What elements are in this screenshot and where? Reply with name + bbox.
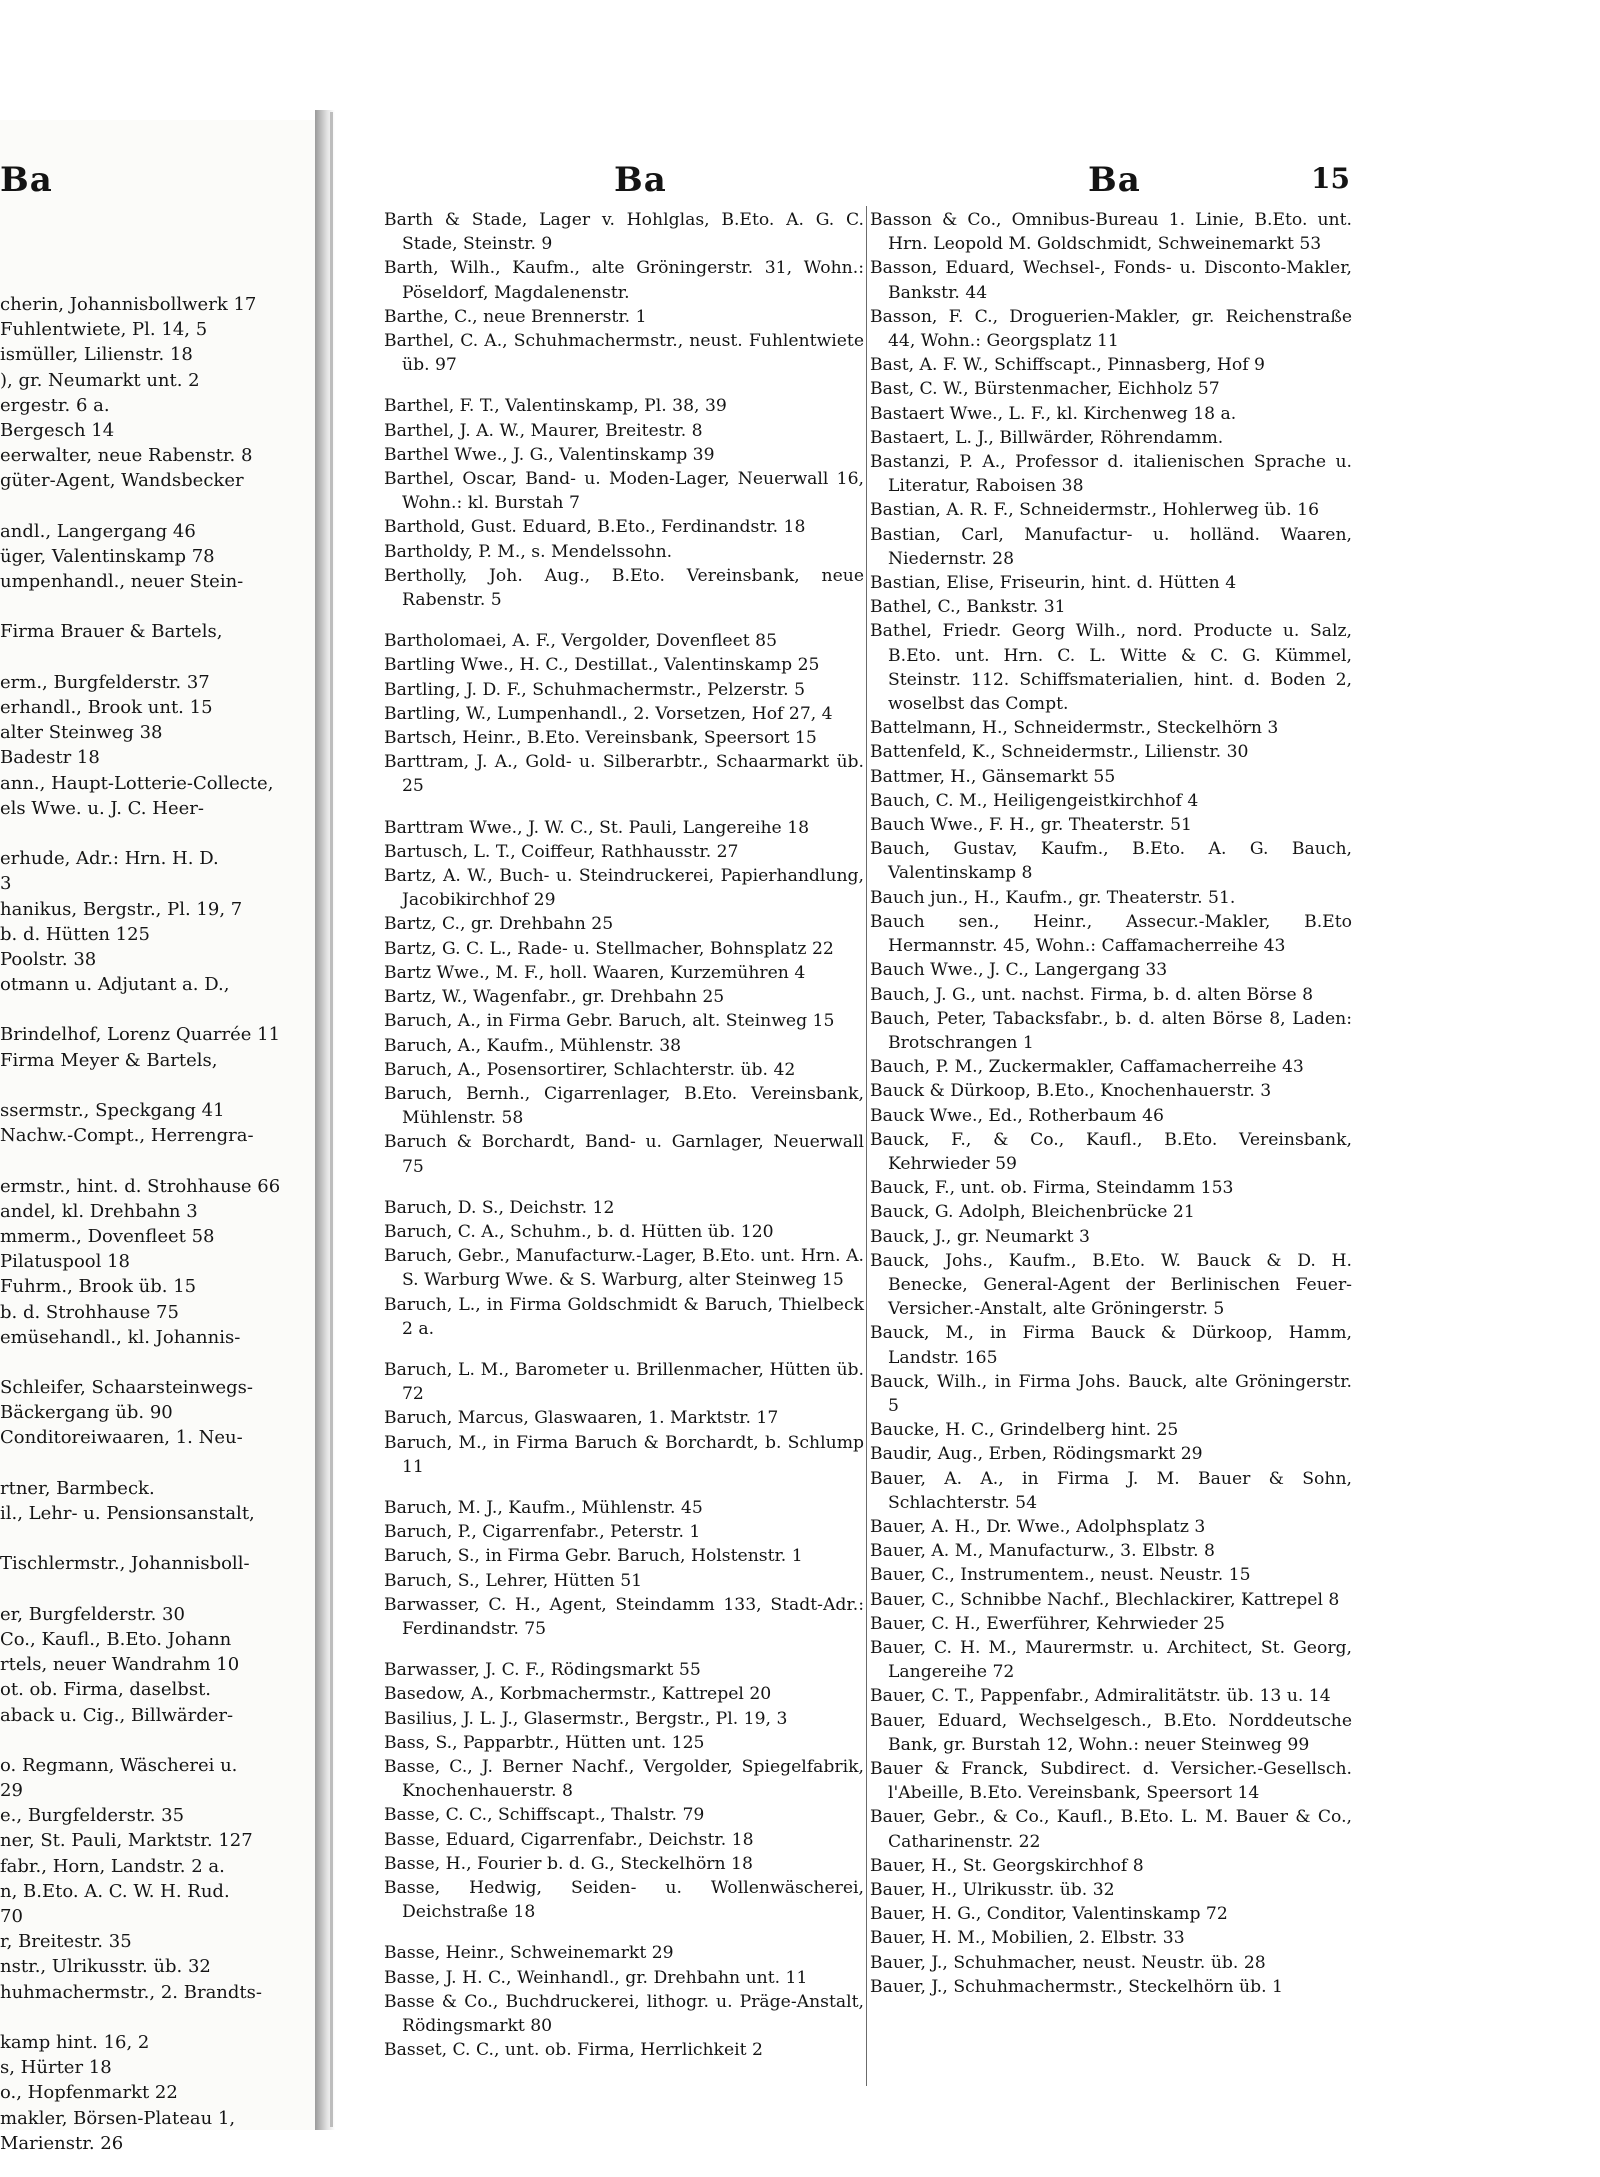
column-header-right: Ba xyxy=(1088,160,1141,200)
directory-entry: Bauck, G. Adolph, Bleichenbrücke 21 xyxy=(870,1202,1195,1223)
directory-column-right xyxy=(870,208,1352,1999)
directory-entry: Bastaert, L. J., Billwärder, Röhrendamm. xyxy=(870,427,1224,448)
left-page-lines xyxy=(0,292,330,2156)
left-page-line xyxy=(0,997,330,1022)
directory-entry: Bauck, F., & Co., Kaufl., B.Eto. Vereinsbank, Kehrwieder 59 xyxy=(870,1129,1352,1174)
directory-entry: Bartling, J. D. F., Schuhmachermstr., Pelzerstr. 5 xyxy=(384,679,806,700)
directory-entry: Basson & Co., Omnibus-Bureau 1. Linie, B.Eto. unt. Hrn. Leopold M. Goldschmidt, Schweinemarkt 53 xyxy=(870,210,1352,255)
directory-entry: Bauck, F., unt. ob. Firma, Steindamm 153 xyxy=(870,1178,1234,1199)
left-page-line: Firma Meyer & Bartels, xyxy=(0,1049,218,1071)
left-page-line: erhandl., Brook unt. 15 xyxy=(0,697,213,718)
left-page-line: erm., Burgfelderstr. 37 xyxy=(0,671,210,693)
directory-entry: Basse, Hedwig, Seiden- u. Wollenwäscherei, Deichstraße 18 xyxy=(384,1878,864,1923)
left-page-line: huhmachermstr., 2. Brandts- xyxy=(0,1981,262,2003)
directory-entry: Bauer, C., Instrumentem., neust. Neustr. 15 xyxy=(870,1565,1251,1586)
directory-entry: Bauer, H., Ulrikusstr. üb. 32 xyxy=(870,1880,1115,1901)
left-page-line: 3 xyxy=(0,873,12,895)
left-page-line: cherin, Johannisbollwerk 17 xyxy=(0,294,257,315)
left-page-line xyxy=(0,1451,330,1476)
left-page-line: rtner, Barmbeck. xyxy=(0,1477,155,1499)
left-page-header: Ba xyxy=(0,160,53,200)
left-page-line: Brindelhof, Lorenz Quarrée 11 xyxy=(0,1024,281,1046)
directory-entry: Baruch & Borchardt, Band- u. Garnlager, Neuerwall 75 xyxy=(384,1132,864,1177)
directory-entry: Bauer, C. H. M., Maurermstr. u. Architect, St. Georg, Langereihe 72 xyxy=(870,1637,1352,1683)
directory-entry: Bastian, A. R. F., Schneidermstr., Hohlerweg üb. 16 xyxy=(870,500,1320,521)
directory-entry: Baruch, P., Cigarrenfabr., Peterstr. 1 xyxy=(384,1522,701,1543)
left-page-line: otmann u. Adjutant a. D., xyxy=(0,974,230,996)
directory-entry: Bauer, A. M., Manufacturw., 3. Elbstr. 8 xyxy=(870,1541,1215,1562)
left-page-line: n, B.Eto. A. C. W. H. Rud. xyxy=(0,1880,230,1902)
left-page-line: umpenhandl., neuer Stein- xyxy=(0,571,244,593)
left-page-line: Firma Brauer & Bartels, xyxy=(0,621,223,643)
left-page-line: Badestr 18 xyxy=(0,747,100,769)
left-page-line: Co., Kaufl., B.Eto. Johann xyxy=(0,1628,232,1650)
directory-entry: Bauer, J., Schuhmacher, neust. Neustr. üb. 28 xyxy=(870,1952,1266,1973)
left-page-line: güter-Agent, Wandsbecker xyxy=(0,470,244,492)
directory-entry: Baruch, D. S., Deichstr. 12 xyxy=(384,1197,615,1218)
directory-entry: Baruch, L., in Firma Goldschmidt & Baruch, Thielbeck 2 a. xyxy=(384,1294,864,1339)
left-page-line: emüsehandl., kl. Johannis- xyxy=(0,1326,241,1348)
directory-entry: Bathel, Friedr. Georg Wilh., nord. Producte u. Salz, B.Eto. unt. Hrn. C. L. Witte & C. G. Kümmel, Steinstr. 112. Schiffsmaterialien, hint. d. Boden 2, woselbst das Compt. xyxy=(870,621,1352,715)
left-page-line: üger, Valentinskamp 78 xyxy=(0,545,215,567)
directory-entry: Basse, Eduard, Cigarrenfabr., Deichstr. 18 xyxy=(384,1829,754,1850)
directory-entry: Basse, H., Fourier b. d. G., Steckelhörn 18 xyxy=(384,1853,753,1874)
left-page-line: il., Lehr- u. Pensionsanstalt, xyxy=(0,1503,255,1524)
directory-entry: Basset, C. C., unt. ob. Firma, Herrlichkeit 2 xyxy=(384,2040,763,2061)
directory-entry: Bauch, Gustav, Kaufm., B.Eto. A. G. Bauch, Valentinskamp 8 xyxy=(870,839,1352,884)
left-page-line: s, Hürter 18 xyxy=(0,2057,112,2079)
page-edge xyxy=(330,112,333,2127)
directory-entry: Barthel, C. A., Schuhmachermstr., neust. Fuhlentwiete üb. 97 xyxy=(384,331,864,376)
left-page-line: ergestr. 6 a. xyxy=(0,394,110,416)
directory-entry: Bauer, J., Schuhmachermstr., Steckelhörn üb. 1 xyxy=(870,1976,1283,1997)
directory-entry: Bartusch, L. T., Coiffeur, Rathhausstr. 27 xyxy=(384,841,739,862)
left-page-line xyxy=(0,1148,330,1173)
left-page-line: o., Hopfenmarkt 22 xyxy=(0,2082,178,2104)
directory-entry: Basse, Heinr., Schweinemarkt 29 xyxy=(384,1943,674,1964)
directory-entry: Baruch, A., Posensortirer, Schlachterstr. üb. 42 xyxy=(384,1059,796,1080)
directory-entry: Bauck, M., in Firma Bauck & Dürkoop, Hamm, Landstr. 165 xyxy=(870,1323,1352,1368)
directory-entry: Bauer, C. H., Ewerführer, Kehrwieder 25 xyxy=(870,1613,1225,1634)
directory-entry: Bauck & Dürkoop, B.Eto., Knochenhauerstr. 3 xyxy=(870,1081,1272,1102)
directory-entry: Baruch, L. M., Barometer u. Brillenmacher, Hütten üb. 72 xyxy=(384,1359,864,1405)
left-page-line: Pilatuspool 18 xyxy=(0,1251,130,1273)
left-page-line: els Wwe. u. J. C. Heer- xyxy=(0,797,204,819)
left-page-line: mmerm., Dovenfleet 58 xyxy=(0,1225,215,1247)
left-page-line xyxy=(0,821,330,846)
directory-entry: Bauer, H. M., Mobilien, 2. Elbstr. 33 xyxy=(870,1928,1185,1949)
directory-entry: Bastanzi, P. A., Professor d. italienischen Sprache u. Literatur, Raboisen 38 xyxy=(870,452,1352,497)
directory-entry: Basse, J. H. C., Weinhandl., gr. Drehbahn unt. 11 xyxy=(384,1967,808,1988)
directory-entry: Bast, A. F. W., Schiffscapt., Pinnasberg, Hof 9 xyxy=(870,355,1265,376)
left-page-line: nstr., Ulrikusstr. üb. 32 xyxy=(0,1956,211,1978)
left-page-fragment xyxy=(0,120,315,2154)
left-page-line: erhude, Adr.: Hrn. H. D. xyxy=(0,848,219,870)
left-page-line: 70 xyxy=(0,1906,23,1927)
directory-entry: Bartholomaei, A. F., Vergolder, Dovenfleet 85 xyxy=(384,631,778,652)
left-page-line: alter Steinweg 38 xyxy=(0,722,163,744)
left-page-line: er, Burgfelderstr. 30 xyxy=(0,1603,185,1625)
directory-entry: Barthel, F. T., Valentinskamp, Pl. 38, 39 xyxy=(384,396,727,417)
directory-entry: Barttram, J. A., Gold- u. Silberarbtr., Schaarmarkt üb. 25 xyxy=(384,752,864,797)
left-page-line: Fuhrm., Brook üb. 15 xyxy=(0,1276,197,1298)
left-page-line: hanikus, Bergstr., Pl. 19, 7 xyxy=(0,898,243,920)
page-number: 15 xyxy=(1311,162,1350,195)
directory-entry: Baruch, Marcus, Glaswaaren, 1. Marktstr. 17 xyxy=(384,1408,779,1429)
directory-entry: Bauch jun., H., Kaufm., gr. Theaterstr. 51. xyxy=(870,887,1236,908)
left-page-line: ssermstr., Speckgang 41 xyxy=(0,1100,225,1121)
directory-entry: Baruch, M., in Firma Baruch & Borchardt, b. Schlump 11 xyxy=(384,1432,864,1477)
directory-entry: Bast, C. W., Bürstenmacher, Eichholz 57 xyxy=(870,379,1220,400)
directory-entry: Bartling, W., Lumpenhandl., 2. Vorsetzen, Hof 27, 4 xyxy=(384,703,833,724)
directory-entry: Bartz, W., Wagenfabr., gr. Drehbahn 25 xyxy=(384,987,725,1008)
directory-entry: Baruch, S., in Firma Gebr. Baruch, Holstenstr. 1 xyxy=(384,1546,803,1567)
directory-entry: Barthel, Oscar, Band- u. Moden-Lager, Neuerwall 16, Wohn.: kl. Burstah 7 xyxy=(384,469,864,514)
left-page-line xyxy=(0,1526,330,1551)
directory-entry: Basse, C., J. Berner Nachf., Vergolder, Spiegelfabrik, Knochenhauerstr. 8 xyxy=(384,1756,864,1802)
left-page-line: Marienstr. 26 xyxy=(0,2132,124,2154)
directory-entry: Basilius, J. L. J., Glasermstr., Bergstr., Pl. 19, 3 xyxy=(384,1708,788,1729)
left-page-line: ermstr., hint. d. Strohhause 66 xyxy=(0,1175,281,1197)
directory-entry: Basse, C. C., Schiffscapt., Thalstr. 79 xyxy=(384,1805,705,1826)
left-page-line xyxy=(0,1073,330,1098)
directory-entry: Bauch, C. M., Heiligengeistkirchhof 4 xyxy=(870,790,1199,811)
left-page-line xyxy=(0,1350,330,1375)
directory-entry: Bertholly, Joh. Aug., B.Eto. Vereinsbank, neue Rabenstr. 5 xyxy=(384,565,864,611)
directory-entry: Barthold, Gust. Eduard, B.Eto., Ferdinandstr. 18 xyxy=(384,517,806,538)
directory-entry: Bartz, G. C. L., Rade- u. Stellmacher, Bohnsplatz 22 xyxy=(384,938,834,959)
left-page-line: e., Burgfelderstr. 35 xyxy=(0,1805,185,1827)
directory-entry: Baruch, C. A., Schuhm., b. d. Hütten üb. 120 xyxy=(384,1221,774,1242)
left-page-line: ann., Haupt-Lotterie-Collecte, xyxy=(0,772,274,794)
left-page-line: rtels, neuer Wandrahm 10 xyxy=(0,1654,240,1676)
directory-entry: Baruch, Gebr., Manufacturw.-Lager, B.Eto. unt. Hrn. A. S. Warburg Wwe. & S. Warburg, alter Steinweg 15 xyxy=(384,1246,864,1291)
directory-entry: Baruch, Bernh., Cigarrenlager, B.Eto. Vereinsbank, Mühlenstr. 58 xyxy=(384,1083,864,1129)
left-page-line: eerwalter, neue Rabenstr. 8 xyxy=(0,445,253,467)
directory-entry: Baudir, Aug., Erben, Rödingsmarkt 29 xyxy=(870,1444,1203,1465)
directory-entry: Bartz Wwe., M. F., holl. Waaren, Kurzemühren 4 xyxy=(384,962,806,983)
directory-entry: Baucke, H. C., Grindelberg hint. 25 xyxy=(870,1420,1179,1441)
directory-entry: Barthel, J. A. W., Maurer, Breitestr. 8 xyxy=(384,420,703,441)
directory-entry: Bauck, J., gr. Neumarkt 3 xyxy=(870,1226,1090,1247)
directory-entry: Barth, Wilh., Kaufm., alte Gröningerstr. 31, Wohn.: Pöseldorf, Magdalenenstr. xyxy=(384,258,864,303)
directory-entry: Baruch, A., Kaufm., Mühlenstr. 38 xyxy=(384,1035,682,1056)
left-page-line: makler, Börsen-Plateau 1, xyxy=(0,2107,236,2129)
left-page-line: ), gr. Neumarkt unt. 2 xyxy=(0,369,200,391)
directory-entry: Bartholdy, P. M., s. Mendelssohn. xyxy=(384,541,673,562)
directory-entry: Bartling Wwe., H. C., Destillat., Valentinskamp 25 xyxy=(384,655,820,676)
directory-entry: Bauer, H., St. Georgskirchhof 8 xyxy=(870,1855,1144,1876)
left-page-line: Tischlermstr., Johannisboll- xyxy=(0,1553,250,1575)
directory-entry: Barthel Wwe., J. G., Valentinskamp 39 xyxy=(384,444,715,465)
directory-entry: Bauer, A. H., Dr. Wwe., Adolphsplatz 3 xyxy=(870,1516,1206,1537)
directory-entry: Barwasser, J. C. F., Rödingsmarkt 55 xyxy=(384,1660,701,1681)
directory-entry: Barthe, C., neue Brennerstr. 1 xyxy=(384,306,647,327)
left-page-line: Conditoreiwaaren, 1. Neu- xyxy=(0,1427,243,1449)
directory-entry: Bauch Wwe., F. H., gr. Theaterstr. 51 xyxy=(870,815,1192,836)
left-page-line xyxy=(0,594,330,619)
directory-entry: Bauer, Eduard, Wechselgesch., B.Eto. Norddeutsche Bank, gr. Burstah 12, Wohn.: neuer Steinweg 99 xyxy=(870,1710,1352,1755)
directory-entry: Battenfeld, K., Schneidermstr., Lilienstr. 30 xyxy=(870,742,1249,763)
directory-entry: Barttram Wwe., J. W. C., St. Pauli, Langereihe 18 xyxy=(384,817,810,838)
directory-entry: Barth & Stade, Lager v. Hohlglas, B.Eto. A. G. C. Stade, Steinstr. 9 xyxy=(384,210,864,255)
directory-entry: Baruch, M. J., Kaufm., Mühlenstr. 45 xyxy=(384,1497,703,1518)
left-page-line: Bergesch 14 xyxy=(0,419,115,441)
directory-entry: Bauch, Peter, Tabacksfabr., b. d. alten Börse 8, Laden: Brotschrangen 1 xyxy=(870,1008,1352,1053)
left-page-line: r, Breitestr. 35 xyxy=(0,1931,132,1953)
left-page-line: Bäckergang üb. 90 xyxy=(0,1402,173,1424)
directory-entry: Bastian, Carl, Manufactur- u. holländ. Waaren, Niedernstr. 28 xyxy=(870,524,1352,569)
left-page-line xyxy=(0,1728,330,1753)
directory-entry: Basedow, A., Korbmachermstr., Kattrepel 20 xyxy=(384,1684,772,1705)
left-page-line xyxy=(0,645,330,670)
column-header-left: Ba xyxy=(614,160,667,200)
left-page-line: ot. ob. Firma, daselbst. xyxy=(0,1679,212,1701)
directory-entry: Bauch Wwe., J. C., Langergang 33 xyxy=(870,960,1168,981)
directory-entry: Bauch, J. G., unt. nachst. Firma, b. d. alten Börse 8 xyxy=(870,984,1314,1005)
directory-entry: Bauer, Gebr., & Co., Kaufl., B.Eto. L. M. Bauer & Co., Catharinenstr. 22 xyxy=(870,1807,1352,1852)
directory-entry: Bauer & Franck, Subdirect. d. Versicher.-Gesellsch. l'Abeille, B.Eto. Vereinsbank, Speersort 14 xyxy=(870,1759,1352,1804)
left-page-line: kamp hint. 16, 2 xyxy=(0,2031,150,2053)
left-page-line: Poolstr. 38 xyxy=(0,948,97,970)
directory-entry: Bastaert Wwe., L. F., kl. Kirchenweg 18 a. xyxy=(870,403,1237,424)
left-page-line: Nachw.-Compt., Herrengra- xyxy=(0,1125,254,1147)
directory-entry: Bastian, Elise, Friseurin, hint. d. Hütten 4 xyxy=(870,573,1237,594)
directory-entry: Bauck, Wilh., in Firma Johs. Bauck, alte Gröningerstr. 5 xyxy=(870,1371,1352,1416)
left-page-line xyxy=(0,1577,330,1602)
directory-entry: Bartsch, Heinr., B.Eto. Vereinsbank, Speersort 15 xyxy=(384,728,817,749)
left-page-line: b. d. Strohhause 75 xyxy=(0,1301,179,1323)
directory-entry: Basson, F. C., Droguerien-Makler, gr. Reichenstraße 44, Wohn.: Georgsplatz 11 xyxy=(870,306,1352,352)
left-page-line xyxy=(0,494,330,519)
directory-entry: Bass, S., Papparbtr., Hütten unt. 125 xyxy=(384,1732,705,1753)
left-page-line: Schleifer, Schaarsteinwegs- xyxy=(0,1377,254,1399)
left-page-line: b. d. Hütten 125 xyxy=(0,923,151,945)
directory-entry: Bauer, C., Schnibbe Nachf., Blechlackirer, Kattrepel 8 xyxy=(870,1589,1340,1610)
left-page-line: o. Regmann, Wäscherei u. xyxy=(0,1754,238,1776)
page-header xyxy=(336,160,1356,204)
directory-entry: Bauck, Johs., Kaufm., B.Eto. W. Bauck & D. H. Benecke, General-Agent der Berlinischen Feuer-Versicher.-Anstalt, alte Gröningerstr. 5 xyxy=(870,1250,1352,1320)
directory-entry: Bartz, C., gr. Drehbahn 25 xyxy=(384,914,614,935)
directory-entry: Bauch sen., Heinr., Assecur.-Makler, B.Eto Hermannstr. 45, Wohn.: Caffamacherreihe 43 xyxy=(870,911,1352,957)
directory-column-left xyxy=(384,208,864,2062)
directory-entry: Bauer, C. T., Pappenfabr., Admiralitätstr. üb. 13 u. 14 xyxy=(870,1686,1331,1707)
directory-entry: Basson, Eduard, Wechsel-, Fonds- u. Disconto-Makler, Bankstr. 44 xyxy=(870,258,1352,303)
left-page-line: fabr., Horn, Landstr. 2 a. xyxy=(0,1855,225,1877)
left-page-line xyxy=(0,2005,330,2030)
directory-entry: Barwasser, C. H., Agent, Steindamm 133, Stadt-Adr.: Ferdinandstr. 75 xyxy=(384,1594,864,1639)
directory-entry: Baruch, A., in Firma Gebr. Baruch, alt. Steinweg 15 xyxy=(384,1011,835,1032)
left-page-line: ner, St. Pauli, Marktstr. 127 xyxy=(0,1830,253,1852)
left-page-line: andl., Langergang 46 xyxy=(0,520,196,542)
left-page-line: aback u. Cig., Billwärder- xyxy=(0,1704,234,1726)
left-page-line: 29 xyxy=(0,1780,23,1802)
directory-entry: Bauck Wwe., Ed., Rotherbaum 46 xyxy=(870,1105,1164,1126)
directory-entry: Bauer, A. A., in Firma J. M. Bauer & Sohn, Schlachterstr. 54 xyxy=(870,1468,1352,1513)
directory-entry: Bathel, C., Bankstr. 31 xyxy=(870,597,1066,618)
directory-page xyxy=(336,112,1366,2142)
left-page-line: Fuhlentwiete, Pl. 14, 5 xyxy=(0,319,208,341)
left-page-line: ismüller, Lilienstr. 18 xyxy=(0,344,193,366)
directory-entry: Basse & Co., Buchdruckerei, lithogr. u. Präge-Anstalt, Rödingsmarkt 80 xyxy=(384,1991,864,2037)
left-page-line: andel, kl. Drehbahn 3 xyxy=(0,1200,198,1222)
directory-entry: Bauer, H. G., Conditor, Valentinskamp 72 xyxy=(870,1904,1228,1925)
column-divider xyxy=(866,206,867,2086)
directory-entry: Battmer, H., Gänsemarkt 55 xyxy=(870,766,1116,787)
directory-entry: Bauch, P. M., Zuckermakler, Caffamacherreihe 43 xyxy=(870,1057,1304,1078)
directory-entry: Battelmann, H., Schneidermstr., Steckelhörn 3 xyxy=(870,718,1279,739)
directory-entry: Bartz, A. W., Buch- u. Steindruckerei, Papierhandlung, Jacobikirchhof 29 xyxy=(384,866,864,911)
directory-entry: Baruch, S., Lehrer, Hütten 51 xyxy=(384,1570,643,1591)
